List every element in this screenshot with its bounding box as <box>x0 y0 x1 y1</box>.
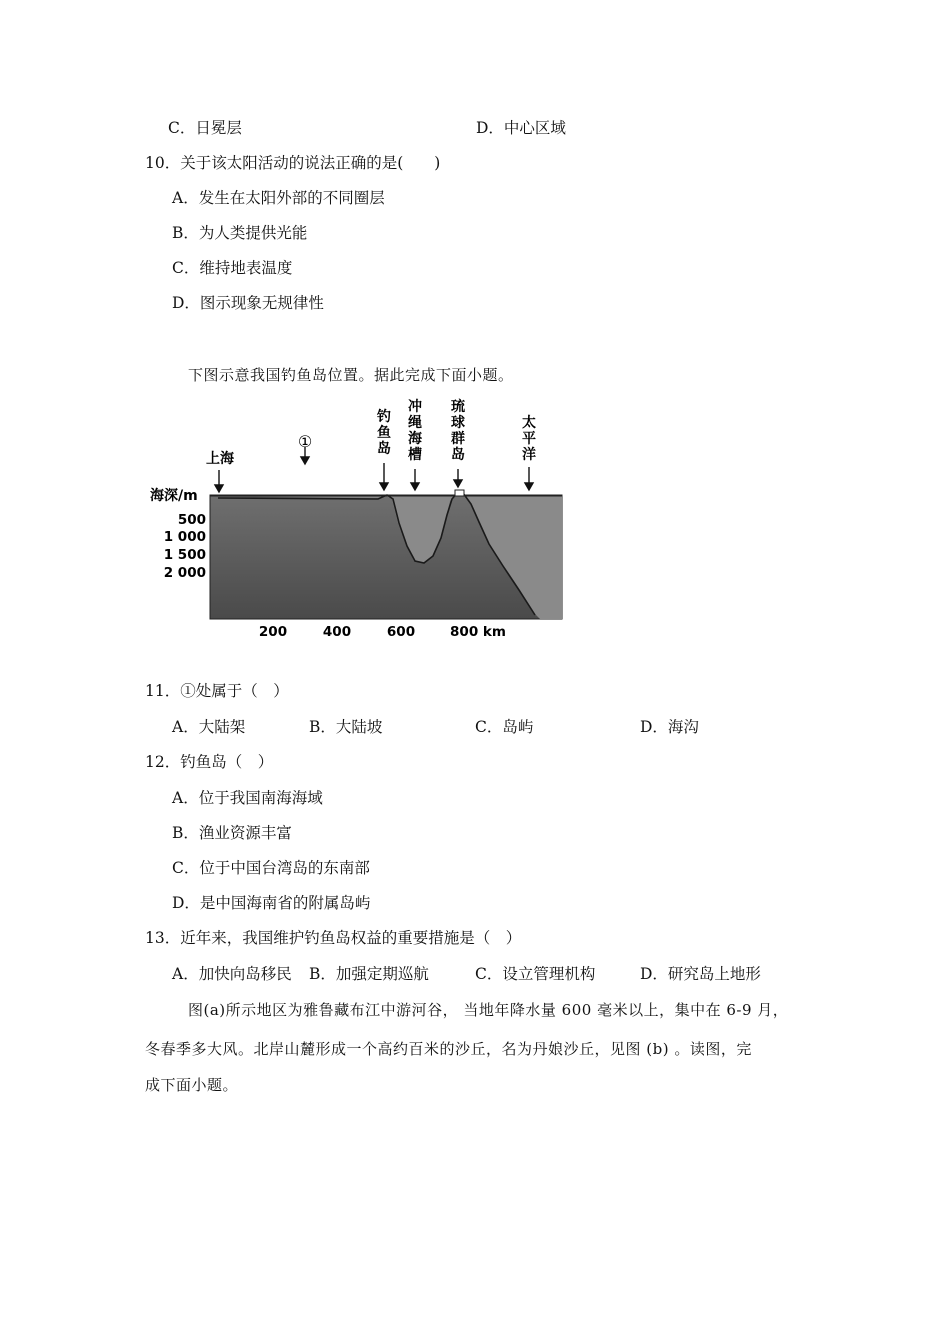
q10-option-a: A．发生在太阳外部的不同圈层 <box>172 189 385 207</box>
x-tick-400: 400 <box>322 624 352 640</box>
q11-option-c: C．岛屿 <box>475 718 534 736</box>
q10-option-d: D．图示现象无规律性 <box>172 294 324 312</box>
q10-option-c: C．维持地表温度 <box>172 259 293 277</box>
q9-option-c: C．日冕层 <box>168 119 242 137</box>
passage-yarlung-line3: 成下面小题。 <box>145 1076 239 1094</box>
q11-option-a: A．大陆架 <box>172 718 246 736</box>
q9-option-d: D．中心区域 <box>476 119 566 137</box>
passage-yarlung-line2: 冬春季多大风。北岸山麓形成一个高约百米的沙丘，名为丹娘沙丘，见图 (b) 。读图，完 <box>145 1040 752 1058</box>
q13-option-d: D．研究岛上地形 <box>640 965 761 983</box>
location-arrows <box>215 447 533 492</box>
q11-stem: 11．①处属于（ ） <box>145 682 289 700</box>
y-tick-1000: 1 000 <box>163 529 206 545</box>
q13-option-a: A．加快向岛移民 <box>172 965 292 983</box>
x-tick-200: 200 <box>258 624 288 640</box>
q10-stem: 10．关于该太阳活动的说法正确的是( ) <box>145 154 441 172</box>
label-diaoyu-3: 岛 <box>377 441 391 457</box>
q12-option-a: A．位于我国南海海域 <box>172 789 323 807</box>
label-ryukyu: 琉球群岛 <box>451 399 465 463</box>
y-tick-2000: 2 000 <box>163 565 206 581</box>
label-diaoyu <box>376 408 391 457</box>
q11-option-d: D．海沟 <box>640 718 699 736</box>
passage-yarlung-line1: 图(a)所示地区为雅鲁藏布江中游河谷， 当地年降水量 600 毫米以上，集中在 6-9 月， <box>188 1001 789 1019</box>
y-tick-1500: 1 500 <box>163 547 206 563</box>
q12-option-c: C．位于中国台湾岛的东南部 <box>172 859 370 877</box>
q12-stem: 12．钓鱼岛（ ） <box>145 753 274 771</box>
q13-option-b: B．加强定期巡航 <box>309 965 429 983</box>
q10-option-b: B．为人类提供光能 <box>172 224 308 242</box>
x-tick-600: 600 <box>386 624 416 640</box>
label-okinawa-trough: 冲绳海槽 <box>408 399 422 463</box>
label-diaoyu-2: 鱼 <box>377 425 391 441</box>
passage-diaoyu: 下图示意我国钓鱼岛位置。据此完成下面小题。 <box>188 366 514 384</box>
label-pacific: 太平洋 <box>522 415 536 463</box>
q13-option-c: C．设立管理机构 <box>475 965 596 983</box>
label-diaoyu-1: 钓 <box>377 409 391 425</box>
q13-stem: 13．近年来，我国维护钓鱼岛权益的重要措施是（ ） <box>145 929 522 947</box>
y-axis-title: 海深/m <box>150 488 198 504</box>
x-tick-800: 800 km <box>450 624 506 640</box>
sea-depth-profile-figure <box>140 393 580 643</box>
y-tick-500: 500 <box>177 512 206 528</box>
ryukyu-island-mark <box>455 490 464 496</box>
q12-option-d: D．是中国海南省的附属岛屿 <box>172 894 371 912</box>
q11-option-b: B．大陆坡 <box>309 718 383 736</box>
q12-option-b: B．渔业资源丰富 <box>172 824 292 842</box>
label-shanghai: 上海 <box>206 451 234 467</box>
label-circle-one: ① <box>297 432 313 451</box>
